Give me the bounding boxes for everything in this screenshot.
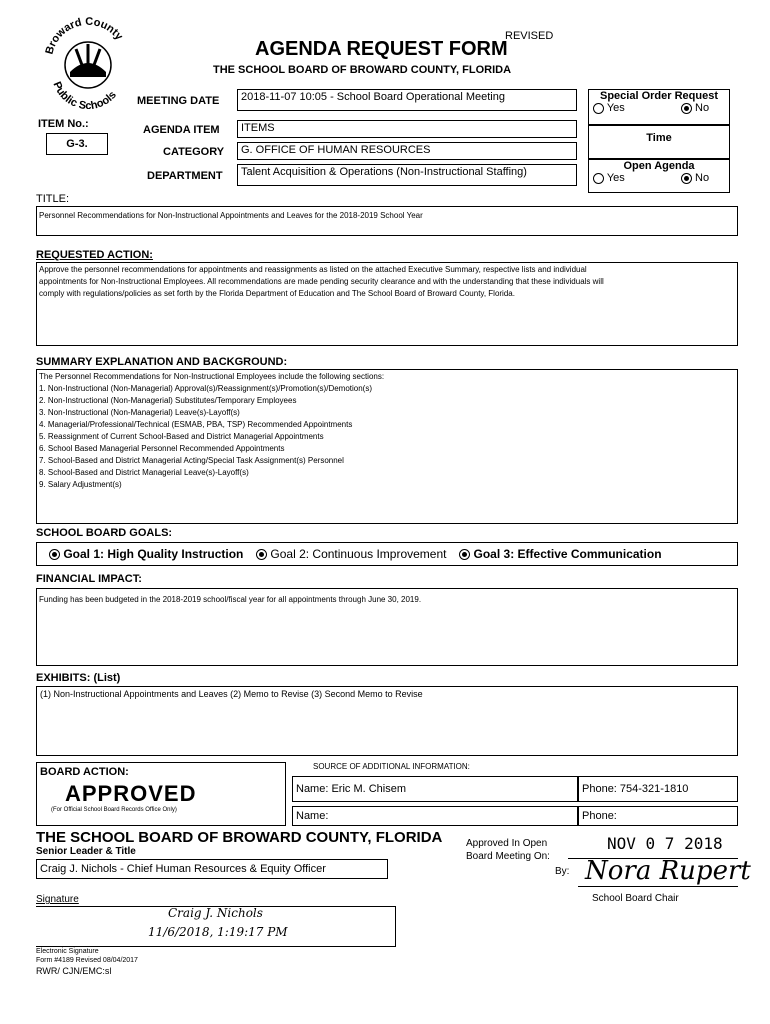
requested-action-field[interactable] (36, 262, 738, 346)
signature-bottom-line (36, 946, 396, 947)
signature-box-right (395, 906, 396, 946)
chair-label: School Board Chair (592, 893, 679, 904)
goals-box (36, 542, 738, 566)
requested-action-label: REQUESTED ACTION: (36, 249, 153, 261)
summary-line: 4. Managerial/Professional/Technical (ESMAB, PBA, TSP) Recommended Appointments (39, 420, 353, 429)
by-label: By: (555, 866, 570, 877)
meeting-date-label: MEETING DATE (137, 95, 220, 107)
logo-top-text: Broward County (43, 15, 125, 56)
signer-name: Craig J. Nichols (168, 906, 263, 920)
source-label: SOURCE OF ADDITIONAL INFORMATION: (313, 762, 470, 771)
board-action-label: BOARD ACTION: (40, 766, 129, 778)
board-action-note: (For Official School Board Records Office Only) (51, 807, 177, 813)
special-order-label: Special Order Request (600, 90, 718, 102)
financial-field[interactable] (36, 588, 738, 666)
approved-label-2: Board Meeting On: (466, 851, 550, 862)
summary-line: 2. Non-Instructional (Non-Managerial) Substitutes/Temporary Employees (39, 396, 297, 405)
open-agenda-no-radio[interactable] (681, 173, 692, 184)
goals-label: SCHOOL BOARD GOALS: (36, 527, 173, 539)
source-name-1[interactable]: Name: Eric M. Chisem (292, 776, 578, 802)
logo-bottom-text: Public Schools (50, 80, 119, 109)
footer-board-name: THE SCHOOL BOARD OF BROWARD COUNTY, FLORIDA (36, 829, 443, 846)
approved-stamp: APPROVED (65, 781, 197, 806)
senior-leader-label: Senior Leader & Title (36, 846, 136, 857)
item-no-value: G-3. (66, 138, 88, 150)
summary-line: 6. School Based Managerial Personnel Recommended Appointments (39, 444, 285, 453)
item-no-label: ITEM No.: (38, 118, 89, 130)
special-order-yes-label: Yes (606, 102, 625, 114)
electronic-signature-label: Electronic Signature (36, 948, 99, 955)
special-order-box (588, 89, 730, 125)
form-title: AGENDA REQUEST FORM (255, 38, 508, 60)
title-field[interactable] (36, 206, 738, 236)
chair-signature: Nora Rupert (585, 856, 751, 886)
time-box (588, 125, 730, 159)
exhibits-label: EXHIBITS: (List) (36, 672, 121, 684)
rwr-initials: RWR/ CJN/EMC:sl (36, 966, 112, 976)
signer-datetime: 11/6/2018, 1:19:17 PM (148, 925, 288, 939)
goal-3-radio[interactable] (459, 549, 470, 560)
requested-action-line: comply with regulations/policies as set forth by the Florida Department of Education and The School Board of Broward County, Florida. (39, 289, 515, 298)
open-agenda-yes-radio[interactable] (593, 173, 604, 184)
special-order-no-label: No (695, 102, 710, 114)
summary-line: 1. Non-Instructional (Non-Managerial) Approval(s)/Reassignment(s)/Promotion(s)/Demotion(s) (39, 384, 373, 393)
department-field[interactable]: Talent Acquisition & Operations (Non-Instructional Staffing) (237, 164, 577, 186)
approved-date: NOV 0 7 2018 (607, 834, 723, 853)
summary-line: 3. Non-Instructional (Non-Managerial) Leave(s)-Layoff(s) (39, 408, 240, 417)
department-label: DEPARTMENT (147, 170, 223, 182)
title-text: Personnel Recommendations for Non-Instructional Appointments and Leaves for the 2018-2019 School Year (39, 211, 423, 220)
exhibits-field[interactable] (36, 686, 738, 756)
meeting-date-field[interactable]: 2018-11-07 10:05 - School Board Operational Meeting (237, 89, 577, 111)
summary-line: 5. Reassignment of Current School-Based and District Managerial Appointments (39, 432, 324, 441)
chair-line (578, 886, 738, 887)
special-order-yes-radio[interactable] (593, 103, 604, 114)
form-number: Form #4189 Revised 08/04/2017 (36, 957, 138, 964)
category-label: CATEGORY (163, 146, 225, 158)
goal-2-label: Goal 2: Continuous Improvement (270, 547, 447, 561)
exhibits-text: (1) Non-Instructional Appointments and Leaves (2) Memo to Revise (3) Second Memo to Revise (40, 689, 423, 699)
time-label: Time (646, 132, 672, 144)
category-field[interactable]: G. OFFICE OF HUMAN RESOURCES (237, 142, 577, 160)
summary-line: The Personnel Recommendations for Non-Instructional Employees include the following sections: (39, 372, 385, 381)
source-phone-2[interactable]: Phone: (578, 806, 738, 826)
summary-line: 7. School-Based and District Managerial Acting/Special Task Assignment(s) Personnel (39, 456, 344, 465)
goal-2-radio[interactable] (256, 549, 267, 560)
goal-3-label: Goal 3: Effective Communication (473, 547, 662, 561)
agenda-item-label: AGENDA ITEM (143, 124, 220, 136)
financial-label: FINANCIAL IMPACT: (36, 573, 142, 585)
senior-leader-field[interactable]: Craig J. Nichols - Chief Human Resources & Equity Officer (36, 859, 388, 879)
summary-line: 8. School-Based and District Managerial Leave(s)-Layoff(s) (39, 468, 249, 477)
approved-label-1: Approved In Open (466, 838, 548, 849)
special-order-no-radio[interactable] (681, 103, 692, 114)
revised-label: REVISED (505, 30, 554, 42)
title-label: TITLE: (36, 193, 70, 205)
open-agenda-box (588, 159, 730, 193)
open-agenda-label: Open Agenda (623, 160, 695, 172)
district-logo (40, 14, 135, 109)
summary-label: SUMMARY EXPLANATION AND BACKGROUND: (36, 356, 288, 368)
board-action-box (36, 762, 286, 826)
summary-field[interactable] (36, 369, 738, 524)
item-no-box (46, 133, 108, 155)
agenda-item-field[interactable]: ITEMS (237, 120, 577, 138)
goal-1-radio[interactable] (49, 549, 60, 560)
signature-label: Signature (36, 894, 79, 905)
source-name-2[interactable]: Name: (292, 806, 578, 826)
source-phone-1[interactable]: Phone: 754-321-1810 (578, 776, 738, 802)
open-agenda-yes-label: Yes (606, 172, 625, 184)
board-name: THE SCHOOL BOARD OF BROWARD COUNTY, FLORIDA (213, 64, 512, 76)
financial-text: Funding has been budgeted in the 2018-2019 school/fiscal year for all appointments through June 30, 2019. (39, 595, 422, 604)
requested-action-line: Approve the personnel recommendations for appointments and reassignments as listed on the attached Executive Summary, respective lists and individual (39, 265, 587, 274)
goal-1-label: Goal 1: High Quality Instruction (63, 547, 244, 561)
requested-action-line: appointments for Non-Instructional Employees. All recommendations are made pending security clearance and with the understanding that these individuals will (39, 277, 604, 286)
summary-line: 9. Salary Adjustment(s) (39, 480, 122, 489)
open-agenda-no-label: No (695, 172, 710, 184)
